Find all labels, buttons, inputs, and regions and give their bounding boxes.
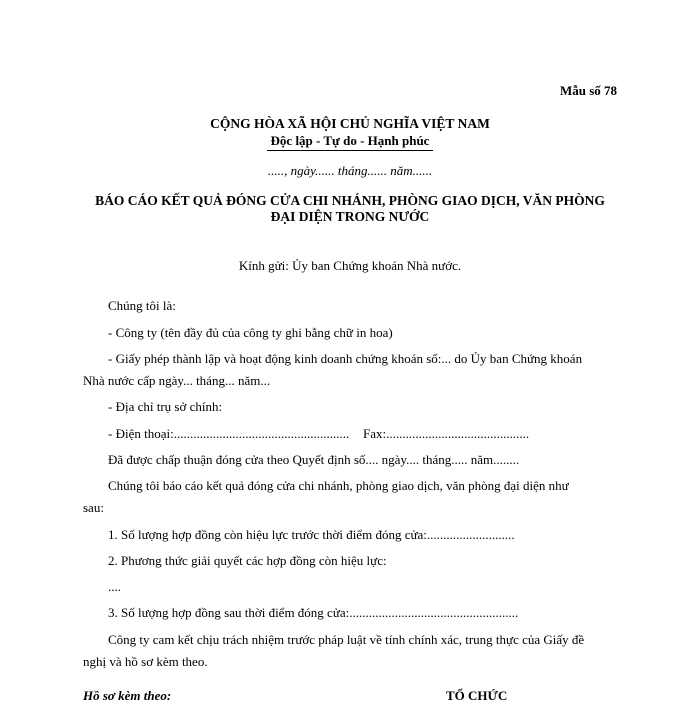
form-number: Mẫu số 78 [559,83,617,98]
license-line1: - Giấy phép thành lập và hoạt động kinh doanh chứng khoán số:... do Ủy ban Chứng khoán [108,351,583,366]
phone-line: - Điện thoại:...................................................... [108,426,350,441]
motto [0,133,700,149]
report-title-line2: ĐẠI DIỆN TRONG NƯỚC [270,209,430,224]
report-line2: sau: [83,500,104,515]
date-line: ....., ngày...... tháng...... năm...... [267,163,433,178]
company-line: - Công ty (tên đầy đủ của công ty ghi bằng chữ in hoa) [108,325,393,340]
nation-heading: CỘNG HÒA XÃ HỘI CHỦ NGHĨA VIỆT NAM [210,116,490,131]
motto-text: Độc lập - Tự do - Hạnh phúc [267,133,434,151]
item-3: 3. Số lượng hợp đồng sau thời điểm đóng cửa:.................................................... [108,605,519,620]
commit-line1: Công ty cam kết chịu trách nhiệm trước pháp luật về tính chính xác, trung thực của Giấy đề [108,632,585,647]
address-line: - Địa chỉ trụ sở chính: [108,399,223,414]
report-title-line1: BÁO CÁO KẾT QUẢ ĐÓNG CỬA CHI NHÁNH, PHÒNG GIAO DỊCH, VĂN PHÒNG [95,193,605,208]
item-1: 1. Số lượng hợp đồng còn hiệu lực trước thời điểm đóng cửa:........................... [108,527,515,542]
fax-line: Fax:............................................ [363,426,530,441]
organization-label: TỔ CHỨC [446,688,508,703]
recipient-line: Kính gửi: Ủy ban Chứng khoán Nhà nước. [238,258,462,273]
item-2-dots: .... [108,579,121,594]
report-line1: Chúng tôi báo cáo kết quả đóng cửa chi nhánh, phòng giao dịch, văn phòng đại diện như [108,478,569,493]
license-line2: Nhà nước cấp ngày... tháng... năm... [83,373,271,388]
intro-text: Chúng tôi là: [108,298,176,313]
attachments-label: Hồ sơ kèm theo: [83,688,172,703]
commit-line2: nghị và hồ sơ kèm theo. [83,654,208,669]
approved-line: Đã được chấp thuận đóng cửa theo Quyết định số.... ngày.... tháng..... năm........ [108,452,520,467]
item-2: 2. Phương thức giải quyết các hợp đồng còn hiệu lực: [108,553,387,568]
